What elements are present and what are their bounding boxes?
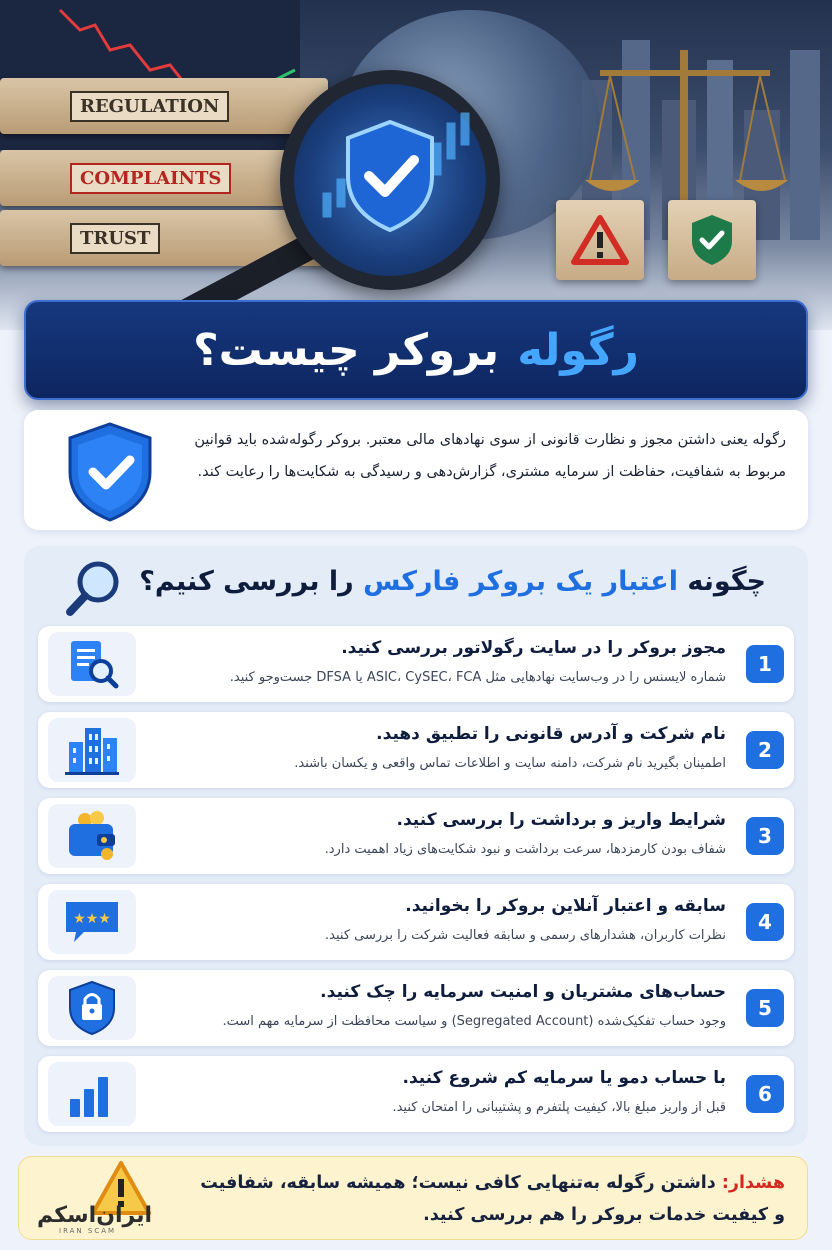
warning-triangle-icon xyxy=(570,214,630,266)
definition-card xyxy=(24,410,808,530)
brand-logo: ایران‌اسکم xyxy=(37,1203,153,1228)
building-icon xyxy=(63,724,121,776)
step-icon-box xyxy=(48,890,136,954)
warning-text: هشدار: داشتن رگوله به‌تنهایی کافی نیست؛ همیشه سابقه، شفافیت و کیفیت خدمات بروکر را هم بررسی کنید. xyxy=(200,1173,785,1225)
step-4 xyxy=(38,884,794,960)
warning-label: هشدار: xyxy=(721,1173,785,1193)
book-complaints: COMPLAINTS xyxy=(0,150,342,206)
step-number: 1 xyxy=(746,645,784,683)
step-number: 5 xyxy=(746,989,784,1027)
step-description: اطمینان بگیرید نام شرکت، دامنه سایت و اطلاعات تماس واقعی و یکسان باشند. xyxy=(294,756,726,771)
step-icon-box xyxy=(48,718,136,782)
step-description: نظرات کاربران، هشدارهای رسمی و سابقه فعالیت شرکت را بررسی کنید. xyxy=(325,928,726,943)
trust-cube xyxy=(668,200,756,280)
book-trust: TRUST xyxy=(0,210,330,266)
definition-text: رگوله یعنی داشتن مجوز و نظارت قانونی از سوی نهادهای مالی معتبر. بروکر رگوله‌شده باید قوانین مربوط به شفافیت، حفاظت از سرمایه مشتری، گزارش‌دهی و رسیدگی به شکایت‌ها را رعایت کند. xyxy=(194,432,786,480)
shield-check-icon xyxy=(294,84,486,276)
step-icon-box xyxy=(48,976,136,1040)
title-highlight: رگوله xyxy=(517,324,639,376)
step-5 xyxy=(38,970,794,1046)
book-regulation: REGULATION xyxy=(0,78,328,134)
page-title xyxy=(24,300,808,400)
wallet-icon xyxy=(63,810,121,862)
step-number: 3 xyxy=(746,817,784,855)
lock-shield-icon xyxy=(66,980,118,1036)
svg-text:★★★: ★★★ xyxy=(73,911,111,927)
step-description: شفاف بودن کارمزدها، سرعت برداشت و نبود شکایت‌های زیاد اهمیت دارد. xyxy=(324,842,726,857)
step-1 xyxy=(38,626,794,702)
magnifier-icon xyxy=(62,556,126,620)
magnifying-glass-icon xyxy=(280,70,500,290)
step-number: 4 xyxy=(746,903,784,941)
warning-cube xyxy=(556,200,644,280)
bar-chart-icon xyxy=(64,1069,120,1119)
shield-check-icon xyxy=(688,213,736,267)
step-6 xyxy=(38,1056,794,1132)
step-title: مجوز بروکر را در سایت رگولاتور بررسی کنید. xyxy=(341,638,726,658)
step-title: حساب‌های مشتریان و امنیت سرمایه را چک کنید. xyxy=(320,982,726,1002)
step-icon-box xyxy=(48,1062,136,1126)
step-number: 6 xyxy=(746,1075,784,1113)
step-3 xyxy=(38,798,794,874)
howto-section xyxy=(24,546,808,1146)
howto-title: چگونه اعتبار یک بروکر فارکس را بررسی کنیم؟ xyxy=(139,566,766,597)
step-icon-box xyxy=(48,632,136,696)
step-description: قبل از واریز مبلغ بالا، کیفیت پلتفرم و پشتیبانی را امتحان کنید. xyxy=(392,1100,726,1115)
step-2 xyxy=(38,712,794,788)
document-search-icon xyxy=(63,639,121,689)
hero-image xyxy=(0,0,832,330)
brand-logo-sub: IRAN SCAM xyxy=(59,1227,117,1235)
step-icon-box xyxy=(48,804,136,868)
step-description: شماره لایسنس را در وب‌سایت نهادهایی مثل ASIC، CySEC، FCA یا DFSA جست‌وجو کنید. xyxy=(229,670,726,685)
justice-scale-icon xyxy=(580,30,790,220)
step-description: وجود حساب تفکیک‌شده (Segregated Account) و سیاست محافظت از سرمایه مهم است. xyxy=(222,1014,726,1029)
step-title: شرایط واریز و برداشت را بررسی کنید. xyxy=(396,810,726,830)
step-title: نام شرکت و آدرس قانونی را تطبیق دهید. xyxy=(376,724,726,744)
title-rest: بروکر چیست؟ xyxy=(193,324,500,376)
warning-box xyxy=(18,1156,808,1240)
shield-check-icon xyxy=(60,420,160,524)
step-title: سابقه و اعتبار آنلاین بروکر را بخوانید. xyxy=(405,896,726,916)
rating-chat-icon xyxy=(62,896,122,948)
step-title: با حساب دمو یا سرمایه کم شروع کنید. xyxy=(402,1068,726,1088)
step-number: 2 xyxy=(746,731,784,769)
